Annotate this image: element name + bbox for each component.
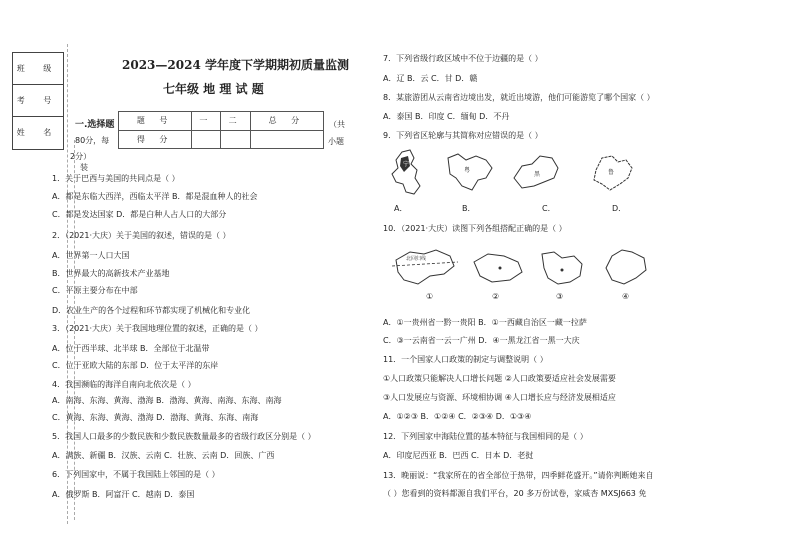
option-line: A．位于西半球、北半球 B．全部位于北温带 [52, 344, 210, 353]
option-line: C．都是发达国家 D．都是白种人占人口的大部分 [52, 210, 227, 219]
option-line: C．黄海、东海、黄海、渤海 D．渤海、黄海、东海、南海 [52, 413, 259, 422]
score-header-part2: 二 [221, 112, 250, 131]
question-line: （ ）您看到的资料都源自我们平台，20 多万份试卷，家威杏 MXSJ663 免 [383, 489, 647, 498]
score-header-part1: 一 [192, 112, 221, 131]
option-line: A．印度尼西亚 B．巴西 C．日本 D．老挝 [383, 451, 534, 460]
exam-number-label: 考 号 [13, 85, 63, 117]
exam-subtitle: 七年级 地 理 试 题 [163, 82, 264, 96]
score-header-question: 题 号 [119, 112, 192, 131]
option-line: ①人口政策只能解决人口增长问题 ②人口政策要适应社会发展需要 [383, 374, 616, 383]
score-table [118, 111, 324, 149]
question-line: 13．晚丽说：“我家所在的省全部位于热带，四季鲜花盛开。”请你判断她来自 [383, 471, 654, 480]
map-label: 粤 [464, 167, 471, 174]
question-line: 10．（2021·大庆）读图下列各组搭配正确的是（ ） [383, 224, 567, 233]
score-cell-part1[interactable] [192, 130, 221, 149]
option-line: A．①一贵州省一黔一贵阳 B．①一西藏自治区一藏一拉萨 [383, 318, 587, 327]
class-label: 班 级 [13, 53, 63, 85]
question-line: 6．下列国家中，不属于我国陆上邻国的是（ ） [52, 470, 220, 479]
province-map-a [384, 148, 432, 198]
question-line: 2．（2021·大庆）关于美国的叙述，错误的是（ ） [52, 231, 231, 240]
section-heading: 一.选择题 [75, 120, 115, 130]
map-label: 鲁 [608, 169, 615, 176]
province-map-c [510, 152, 562, 194]
map-number: ① [426, 292, 434, 301]
map-option-label: C． [542, 204, 556, 213]
question-line: 4．我国濒临的海洋自南向北依次是（ ） [52, 380, 196, 389]
map-option-label: B． [462, 204, 476, 213]
option-line: A．都是东临大西洋，西临太平洋 B．都是混血种人的社会 [52, 192, 258, 201]
option-line: D．农业生产的各个过程和环节都实现了机械化和专业化 [52, 306, 251, 315]
province-map-b [442, 150, 498, 196]
question-line: 7．下列省级行政区域中不位于边疆的是（ ） [383, 54, 543, 63]
map-option-label: A． [394, 204, 408, 213]
question-line: 3．（2021·大庆）关于我国地理位置的叙述，正确的是（ ） [52, 324, 263, 333]
option-line: A．南海、东海、黄海、渤海 B．渤海、黄海、南海、东海、南海 [52, 396, 282, 405]
question-line: 8．某旅游团从云南省边境出发，就近出境游，他们可能游览了哪个国家（ ） [383, 93, 655, 102]
option-line: A．泰国 B．印度 C．缅甸 D．不丹 [383, 112, 510, 121]
option-line: ③人口发展应与资源、环境相协调 ④人口增长应与经济发展相适应 [383, 393, 616, 402]
binding-char: 装 [80, 163, 88, 172]
score-row-label: 得 分 [119, 130, 192, 149]
map-label: 黑 [534, 171, 541, 178]
section-note: 80分，每 [75, 136, 110, 145]
score-header-total: 总 分 [250, 112, 323, 131]
option-line: A．①②③ B．①②④ C．②③④ D．①③④ [383, 412, 532, 421]
option-line: C．平原主要分布在中部 [52, 286, 138, 295]
section-note: （共 [329, 120, 345, 129]
map-option-label: D． [612, 204, 627, 213]
province-map-2 [470, 248, 526, 288]
option-line: A．满族、新疆 B．汉族、云南 C．壮族、云南 D．回族、广西 [52, 451, 275, 460]
section-note: 2分） [70, 152, 92, 161]
score-cell-total[interactable] [250, 130, 323, 149]
student-info-box [12, 52, 64, 150]
option-line: A．俄罗斯 B．阿富汗 C．越南 D．泰国 [52, 490, 195, 499]
option-line: A．世界第一人口大国 [52, 251, 130, 260]
question-line: 11．一个国家人口政策的制定与调整说明（ ） [383, 355, 548, 364]
map-label: 宁 [403, 161, 410, 168]
province-map-3 [534, 246, 590, 290]
province-map-4 [596, 244, 654, 290]
map-number: ③ [556, 292, 564, 301]
map-number: ④ [622, 292, 630, 301]
exam-title: 2023—2024 学年度下学期期初质量监测 [122, 58, 349, 72]
score-cell-part2[interactable] [221, 130, 250, 149]
question-line: 5．我国人口最多的少数民族和少数民族数量最多的省级行政区分别是（ ） [52, 432, 316, 441]
question-line: 12．下列国家中海陆位置的基本特征与我国相同的是（ ） [383, 432, 588, 441]
option-line: B．世界最大的高新技术产业基地 [52, 269, 170, 278]
province-map-d [588, 150, 638, 196]
question-line: 1．关于巴西与美国的共同点是（ ） [52, 174, 180, 183]
option-line: A．辽 B．云 C．甘 D．赣 [383, 74, 478, 83]
option-line: C．③一云南省一云一广州 D．④一黑龙江省一黑一大庆 [383, 336, 580, 345]
section-note: 小题 [328, 137, 344, 146]
question-line: 9．下列省区轮廓与其简称对应错误的是（ ） [383, 131, 543, 140]
province-map-1 [390, 244, 460, 290]
option-line: C．位于亚欧大陆的东部 D．位于太平洋的东岸 [52, 361, 219, 370]
name-label: 姓 名 [16, 128, 60, 137]
map-number: ② [492, 292, 500, 301]
map-label: 北回归线 [406, 256, 427, 262]
